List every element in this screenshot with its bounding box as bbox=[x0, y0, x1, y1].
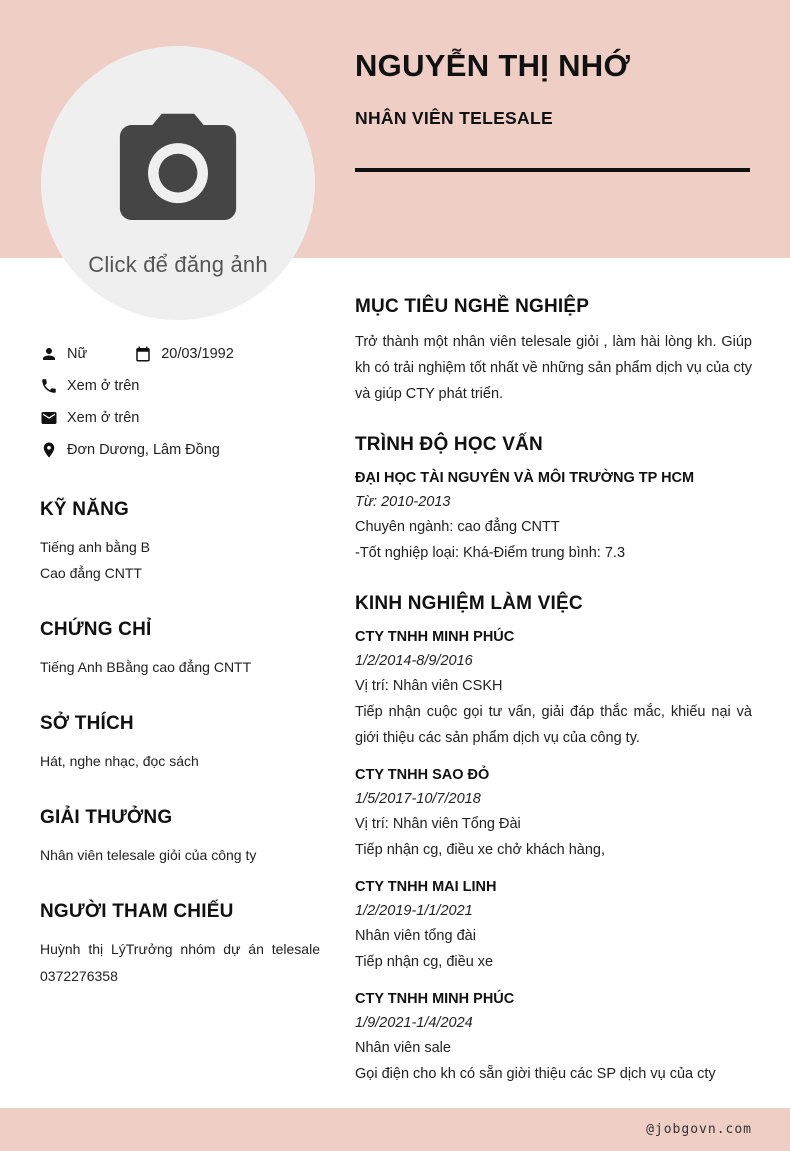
info-row-gender-birthday bbox=[40, 338, 320, 370]
email-value: Xem ở trên bbox=[67, 410, 140, 426]
references-heading: NGƯỜI THAM CHIẾU bbox=[40, 901, 234, 922]
birthday-value: 20/03/1992 bbox=[161, 346, 234, 362]
certificate-item: Tiếng Anh BBằng cao đẳng CNTT bbox=[40, 659, 252, 675]
job-position: Vị trí: Nhân viên Tổng Đài bbox=[355, 816, 521, 832]
award-item: Nhân viên telesale giỏi của công ty bbox=[40, 847, 257, 863]
education-section bbox=[355, 434, 752, 566]
person-icon bbox=[40, 345, 58, 363]
job-period: 1/2/2014-8/9/2016 bbox=[355, 653, 473, 669]
awards-heading: GIẢI THƯỞNG bbox=[40, 807, 173, 828]
experience-heading: KINH NGHIỆM LÀM VIỆC bbox=[355, 593, 583, 614]
job-description: Gọi điện cho kh có sẵn giời thiệu các SP dịch vụ của cty bbox=[355, 1066, 716, 1082]
job-description: Tiếp nhận cuộc gọi tư vấn, giải đáp thắc mắc, khiếu nại và giới thiệu các sản phẩm dịch vụ của công ty. bbox=[355, 704, 752, 746]
address-value: Đơn Dương, Lâm Đồng bbox=[67, 442, 220, 458]
skills-heading: KỸ NĂNG bbox=[40, 499, 130, 520]
location-icon bbox=[40, 441, 58, 459]
email-icon bbox=[40, 409, 58, 427]
footer-band bbox=[0, 1108, 790, 1151]
skill-item: Tiếng anh bằng B bbox=[40, 539, 151, 555]
job-company: CTY TNHH SAO ĐỎ bbox=[355, 767, 490, 783]
objective-heading: MỤC TIÊU NGHỀ NGHIỆP bbox=[355, 296, 590, 317]
footer-watermark: @jobgovn.com bbox=[646, 1122, 752, 1137]
header-divider bbox=[355, 168, 750, 172]
objective-section bbox=[355, 296, 752, 407]
info-row-phone bbox=[40, 370, 320, 402]
job-period: 1/9/2021-1/4/2024 bbox=[355, 1015, 473, 1031]
education-school: ĐẠI HỌC TÀI NGUYÊN VÀ MÔI TRƯỜNG TP HCM bbox=[355, 470, 695, 486]
experience-section bbox=[355, 593, 752, 1087]
job-position: Nhân viên sale bbox=[355, 1040, 451, 1056]
job-company: CTY TNHH MAI LINH bbox=[355, 879, 497, 895]
job-description: Tiếp nhận cg, điều xe chở khách hàng, bbox=[355, 842, 605, 858]
info-row-address bbox=[40, 434, 320, 466]
job-entry bbox=[355, 764, 752, 863]
job-entry bbox=[355, 626, 752, 751]
hobbies-heading: SỞ THÍCH bbox=[40, 713, 134, 734]
job-company: CTY TNHH MINH PHÚC bbox=[355, 629, 515, 645]
job-period: 1/2/2019-1/1/2021 bbox=[355, 903, 473, 919]
education-period: Từ: 2010-2013 bbox=[355, 494, 451, 510]
phone-value: Xem ở trên bbox=[67, 378, 140, 394]
education-heading: TRÌNH ĐỘ HỌC VẤN bbox=[355, 434, 543, 455]
skill-item: Cao đẳng CNTT bbox=[40, 565, 142, 581]
job-entry bbox=[355, 988, 752, 1087]
calendar-icon bbox=[134, 345, 152, 363]
job-period: 1/5/2017-10/7/2018 bbox=[355, 791, 481, 807]
job-description: Tiếp nhận cg, điều xe bbox=[355, 954, 494, 970]
job-position: Vị trí: Nhân viên CSKH bbox=[355, 678, 503, 694]
hobby-item: Hát, nghe nhạc, đọc sách bbox=[40, 753, 199, 769]
left-column bbox=[40, 338, 320, 990]
education-major: Chuyên ngành: cao đẳng CNTT bbox=[355, 519, 560, 535]
objective-text: Trở thành một nhân viên telesale giỏi , làm hài lòng kh. Giúp kh có trải nghiệm tốt nhất về những sản phẩm dịch vụ của cty và giúp CTY phát triển. bbox=[355, 334, 752, 402]
phone-icon bbox=[40, 377, 58, 395]
right-column bbox=[355, 296, 752, 1114]
job-company: CTY TNHH MINH PHÚC bbox=[355, 991, 515, 1007]
education-result: -Tốt nghiệp loại: Khá-Điểm trung bình: 7.3 bbox=[355, 545, 626, 561]
header-text-block bbox=[355, 0, 750, 258]
education-entry bbox=[355, 467, 752, 566]
person-name: NGUYỄN THỊ NHỚ bbox=[355, 48, 631, 83]
person-job-title: NHÂN VIÊN TELESALE bbox=[355, 108, 553, 128]
photo-upload-circle[interactable] bbox=[41, 46, 315, 320]
photo-upload-label: Click để đăng ảnh bbox=[88, 251, 268, 277]
job-entry bbox=[355, 876, 752, 975]
gender-value: Nữ bbox=[67, 346, 88, 362]
certificates-heading: CHỨNG CHỈ bbox=[40, 619, 152, 640]
info-row-email bbox=[40, 402, 320, 434]
camera-icon bbox=[94, 95, 262, 250]
reference-text: Huỳnh thị LýTrưởng nhóm dự án telesale 0372276358 bbox=[40, 941, 320, 984]
job-position: Nhân viên tổng đài bbox=[355, 928, 476, 944]
